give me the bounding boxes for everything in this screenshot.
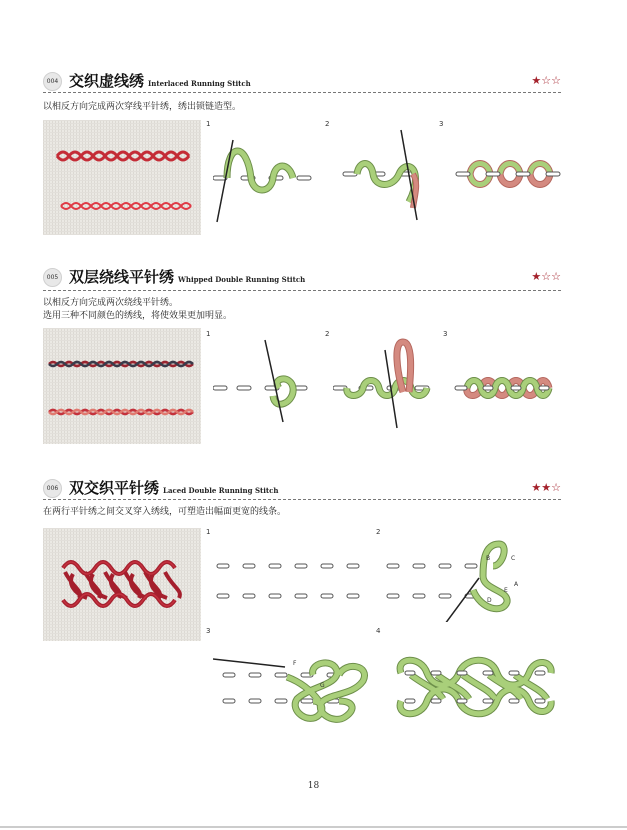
- section-number-badge: 004: [43, 72, 62, 91]
- title-chinese: 双交织平针绣: [69, 479, 160, 497]
- point-label-f: F: [293, 660, 297, 667]
- description-line: 选用三种不同颜色的绣线，将使效果更加明显。: [43, 311, 233, 321]
- needle-icon: [445, 578, 479, 622]
- point-label-b: B: [486, 555, 491, 562]
- step-1-diagram: [213, 332, 325, 444]
- star-filled-icon: ★★: [531, 481, 552, 494]
- section-header: [43, 266, 561, 288]
- fabric-sample-image: [43, 328, 201, 444]
- step-2-diagram: [333, 122, 443, 232]
- fabric-sample-image: [43, 120, 201, 235]
- section-header: [43, 70, 561, 92]
- step-number: 1: [206, 528, 211, 536]
- needle-icon: [213, 659, 285, 667]
- step-number: 4: [376, 627, 381, 635]
- section-006: [43, 477, 561, 689]
- needle-icon: [217, 140, 233, 222]
- section-title: [69, 70, 251, 91]
- stitch-photo: [43, 528, 201, 641]
- step-number: 2: [325, 120, 330, 128]
- difficulty-rating: [531, 481, 561, 494]
- stitch-photo: [43, 120, 201, 235]
- step-number: 3: [206, 627, 211, 635]
- page-number: 18: [307, 781, 320, 791]
- section-title: [69, 477, 279, 498]
- section-005: [43, 266, 561, 338]
- title-chinese: 交织虚线绣: [69, 72, 145, 90]
- section-004: [43, 70, 561, 128]
- fabric-sample-image: [43, 528, 201, 641]
- star-empty-icon: ☆☆: [541, 270, 561, 283]
- step-number: 1: [206, 330, 211, 338]
- step-3-diagram: [453, 332, 561, 444]
- step-2-diagram: [383, 530, 533, 622]
- point-label-a: A: [514, 581, 519, 588]
- title-chinese: 双层绕线平针绣: [69, 268, 175, 286]
- page-bottom-border: [0, 826, 627, 828]
- point-label-g: G: [320, 682, 325, 689]
- point-label-e: E: [504, 587, 508, 594]
- dashed-divider: [43, 499, 561, 500]
- step-number: 3: [443, 330, 448, 338]
- point-label-c: C: [511, 555, 516, 562]
- section-number-badge: 005: [43, 268, 62, 287]
- step-number: 2: [325, 330, 330, 338]
- star-filled-icon: ★: [531, 74, 542, 87]
- dashed-divider: [43, 92, 561, 93]
- dashed-divider: [43, 290, 561, 291]
- difficulty-rating: [531, 74, 561, 87]
- step-number: 3: [439, 120, 444, 128]
- step-3-diagram: [448, 122, 561, 232]
- step-number: 1: [206, 120, 211, 128]
- title-english: Whipped Double Running Stitch: [178, 275, 306, 284]
- stitch-photo: [43, 328, 201, 444]
- section-header: [43, 477, 561, 499]
- star-empty-icon: ☆☆: [541, 74, 561, 87]
- description-line: 以相反方向完成两次穿线平针绣，绣出锁链造型。: [43, 102, 242, 112]
- description-line: 在两行平针绣之间交叉穿入绣线，可塑造出幅面更宽的线条。: [43, 507, 287, 517]
- step-2-diagram: [333, 332, 443, 444]
- section-title: [69, 266, 305, 287]
- star-empty-icon: ☆: [551, 481, 561, 494]
- title-english: Interlaced Running Stitch: [148, 79, 251, 88]
- description-line: 以相反方向完成两次绕线平针绣。: [43, 298, 179, 308]
- step-1-diagram: [213, 122, 328, 232]
- step-4-diagram: [391, 637, 561, 735]
- step-1-diagram: [213, 530, 371, 622]
- star-filled-icon: ★: [531, 270, 542, 283]
- section-number-badge: 006: [43, 479, 62, 498]
- difficulty-rating: [531, 270, 561, 283]
- title-english: Laced Double Running Stitch: [163, 486, 279, 495]
- step-3-diagram: [213, 637, 373, 735]
- step-number: 2: [376, 528, 381, 536]
- point-label-d: D: [487, 597, 492, 604]
